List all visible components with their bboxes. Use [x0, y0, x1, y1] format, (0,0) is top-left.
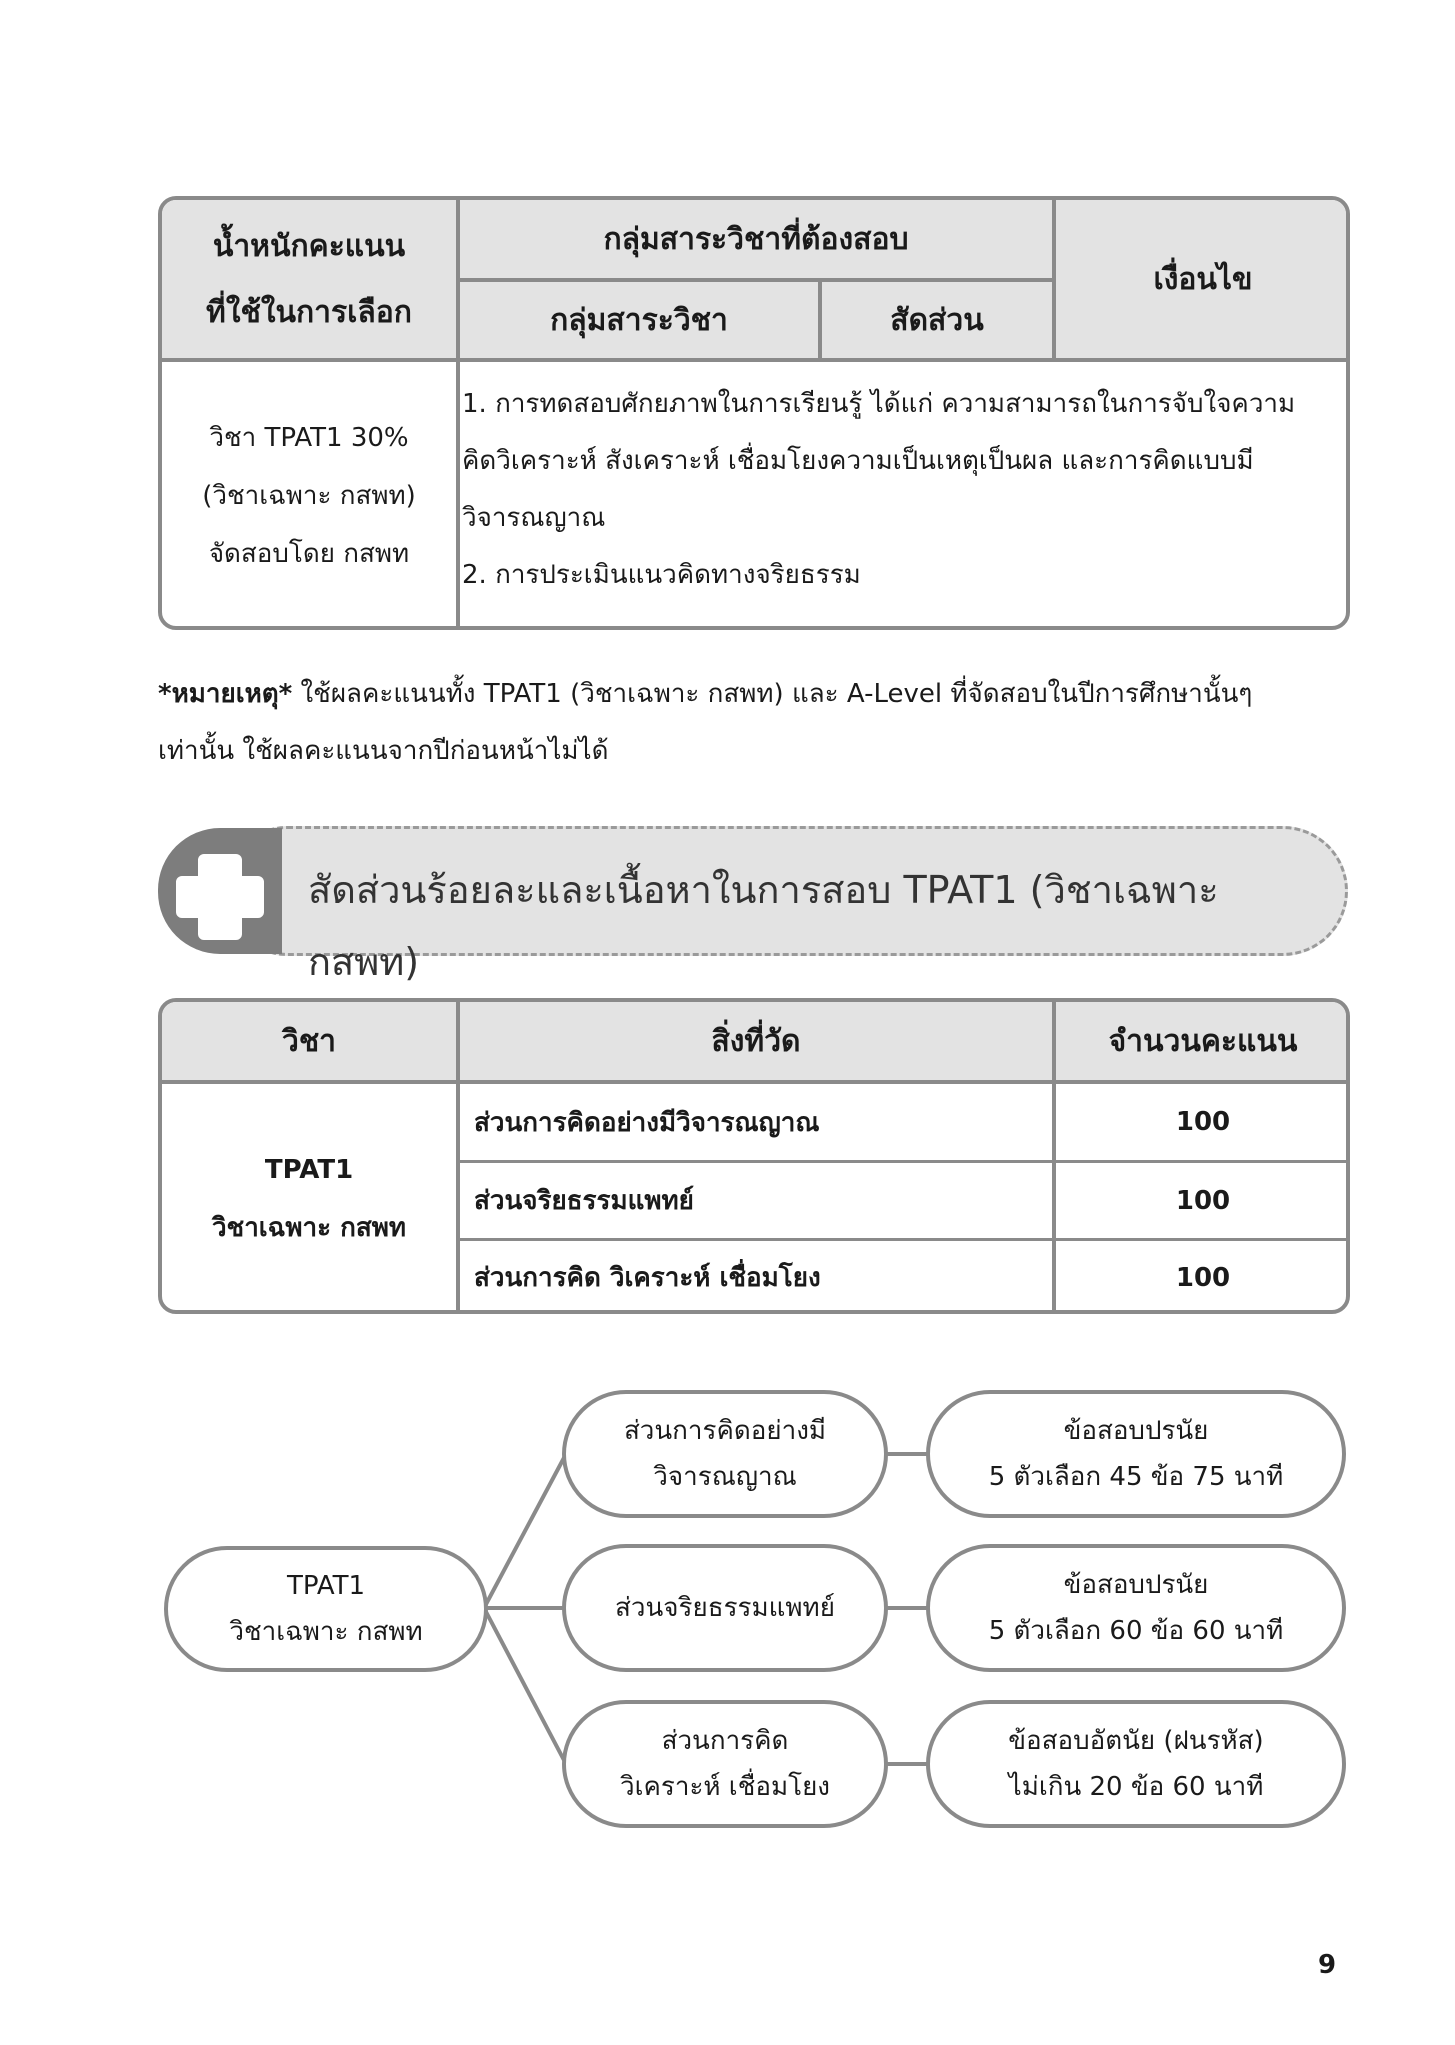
section-title: สัดส่วนร้อยละและเนื้อหาในการสอบ TPAT1 (วิชาเฉพาะ กสพท): [308, 868, 1219, 984]
weight-line1: วิชา TPAT1 30%: [209, 423, 409, 453]
header-condition: เงื่อนไข: [1153, 262, 1253, 297]
part-line1: ส่วนการคิด: [661, 1726, 789, 1756]
exam-node-1: [926, 1390, 1346, 1518]
subject-line2: วิชาเฉพาะ กสพท: [211, 1213, 407, 1243]
content-item1-line2: คิดวิเคราะห์ สังเคราะห์ เชื่อมโยงความเป็นเหตุเป็นผล และการคิดแบบมี: [462, 446, 1254, 476]
root-node: [164, 1546, 488, 1672]
exam-node-3: [926, 1700, 1346, 1828]
subject-line1: TPAT1: [264, 1155, 354, 1185]
exam-line1: ข้อสอบอัตนัย (ฝนรหัส): [1008, 1726, 1264, 1756]
exam-line2: ไม่เกิน 20 ข้อ 60 นาที: [1008, 1772, 1264, 1802]
table-row-measure: ส่วนจริยธรรมแพทย์: [474, 1186, 694, 1216]
table-row-score: 100: [1175, 1185, 1231, 1216]
content-item2: 2. การประเมินแนวคิดทางจริยธรรม: [462, 560, 861, 590]
part-node-analysis: [562, 1700, 888, 1828]
header-subject: วิชา: [281, 1024, 337, 1059]
table-row-score: 100: [1175, 1107, 1231, 1137]
table-row-measure: ส่วนการคิด วิเคราะห์ เชื่อมโยง: [474, 1263, 821, 1293]
part-line2: วิจารณญาณ: [653, 1462, 797, 1492]
remark-label: *หมายเหตุ*: [158, 679, 293, 709]
table-row-score: 100: [1175, 1262, 1231, 1293]
part-line2: วิเคราะห์ เชื่อมโยง: [620, 1772, 830, 1802]
part-line1: ส่วนจริยธรรมแพทย์: [615, 1593, 835, 1623]
exam-line2: 5 ตัวเลือก 60 ข้อ 60 นาที: [988, 1616, 1284, 1646]
table-row-measure: ส่วนการคิดอย่างมีวิจารณญาณ: [474, 1107, 820, 1138]
weight-line2: (วิชาเฉพาะ กสพท): [202, 481, 416, 511]
exam-node-2: [926, 1544, 1346, 1672]
exam-line1: ข้อสอบปรนัย: [1063, 1570, 1209, 1600]
exam-line1: ข้อสอบปรนัย: [1063, 1416, 1209, 1446]
part-node-ethics: [562, 1544, 888, 1672]
header-ratio: สัดส่วน: [890, 303, 984, 338]
part-line1: ส่วนการคิดอย่างมี: [623, 1416, 827, 1446]
remark-line1: ใช้ผลคะแนนทั้ง TPAT1 (วิชาเฉพาะ กสพท) และ A-Level ที่จัดสอบในปีการศึกษานั้นๆ: [292, 679, 1253, 709]
page-number: 9: [1318, 1950, 1337, 1980]
header-subject-group: กลุ่มสาระวิชา: [550, 303, 728, 338]
content-item1-line3: วิจารณญาณ: [462, 503, 606, 533]
content-item1-line1: 1. การทดสอบศักยภาพในการเรียนรู้ ได้แก่ ความสามารถในการจับใจความ: [462, 389, 1296, 419]
header-group-title: กลุ่มสาระวิชาที่ต้องสอบ: [603, 222, 909, 257]
header-weight-line1: น้ำหนักคะแนน: [212, 229, 406, 264]
header-weight-line2: ที่ใช้ในการเลือก: [206, 295, 412, 330]
root-line2: วิชาเฉพาะ กสพท: [229, 1617, 423, 1647]
header-measure: สิ่งที่วัด: [711, 1024, 801, 1059]
weight-line3: จัดสอบโดย กสพท: [208, 539, 410, 569]
root-line1: TPAT1: [286, 1571, 366, 1601]
part-node-critical-thinking: [562, 1390, 888, 1518]
remark-line2: เท่านั้น ใช้ผลคะแนนจากปีก่อนหน้าไม่ได้: [158, 736, 609, 766]
header-score: จำนวนคะแนน: [1108, 1024, 1298, 1059]
exam-line2: 5 ตัวเลือก 45 ข้อ 75 นาที: [988, 1462, 1284, 1492]
